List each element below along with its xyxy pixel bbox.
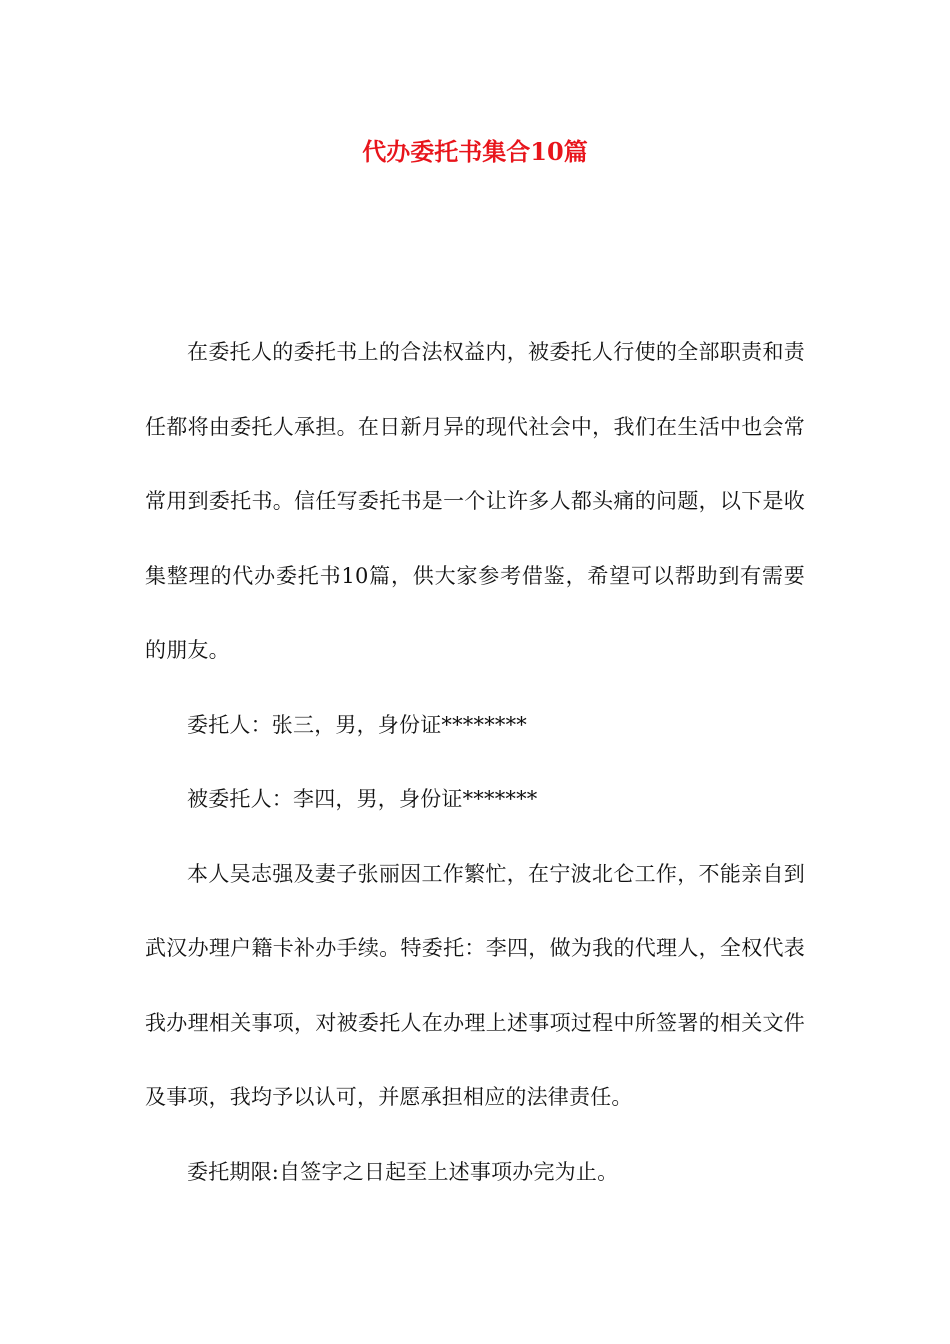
agent-line: 被委托人：李四，男，身份证******* (187, 787, 538, 811)
document-body (145, 315, 805, 1209)
document-title: 代办委托书集合10篇 (362, 137, 588, 166)
principal-line: 委托人：张三，男，身份证******** (187, 712, 527, 737)
authorization-paragraph: 本人吴志强及妻子张丽因工作繁忙，在宁波北仑工作，不能亲自到武汉办理户籍卡补办手续。特委托：李四，做为我的代理人，全权代表我办理相关事项，对被委托人在办理上述事项过程中所签署的相关文件及事项，我均予以认可，并愿承担相应的法律责任。 (145, 861, 805, 1109)
term-line: 委托期限:自签字之日起至上述事项办完为止。 (187, 1159, 619, 1184)
intro-paragraph: 在委托人的委托书上的合法权益内，被委托人行使的全部职责和责任都将由委托人承担。在日新月异的现代社会中，我们在生活中也会常常用到委托书。信任写委托书是一个让许多人都头痛的问题，以下是收集整理的代办委托书10篇，供大家参考借鉴，希望可以帮助到有需要的朋友。 (145, 340, 805, 662)
